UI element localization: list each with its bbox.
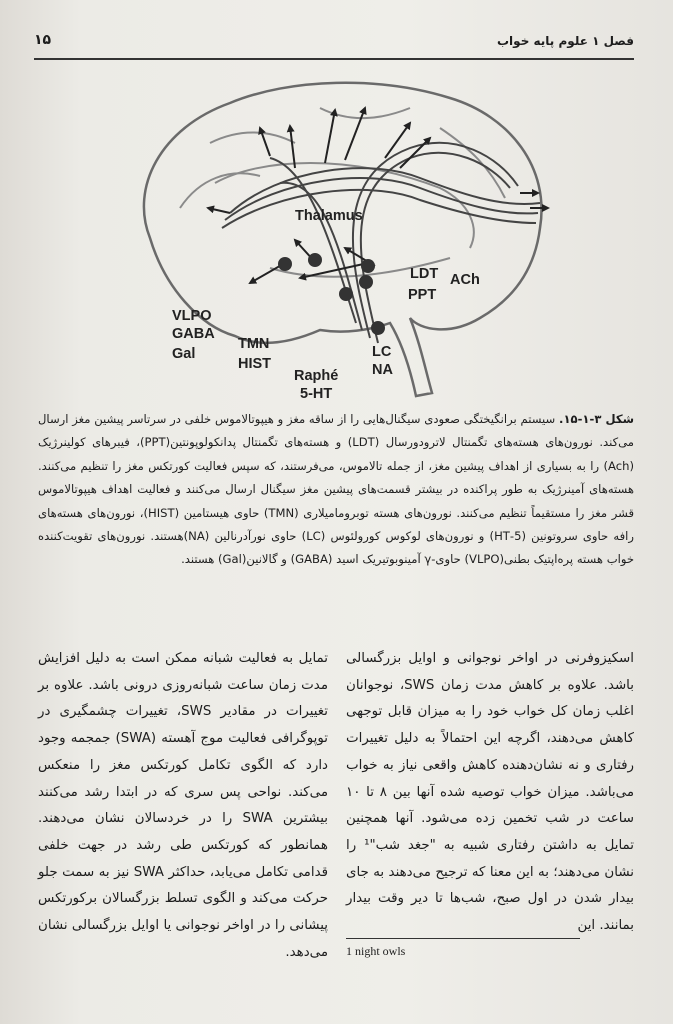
label-thalamus: Thalamus xyxy=(295,208,363,224)
label-gal: Gal xyxy=(172,346,196,362)
chapter-title: فصل ۱ علوم پایه خواب xyxy=(497,34,634,48)
caption-text: سیستم برانگیختگی صعودی سیگنال‌هایی را از ساقه مغز و هیپوتالاموس خلفی در سرتاسر پیشین مغز ارسال می‌کند. نورون‌های هسته‌های تگمنتال لاترودورسال (LDT) و هسته‌های تگمنتال پدانکولوپونتین(PPT)، فیبرهای کولینرژیک (Ach) را به بسیاری از اهداف پیشین مغز، از جمله تالاموس، می‌فرستند، که سپس فعالیت کورتکس مغز را تنظیم می‌کنند. هسته‌های آمینرژیک به طور پراکنده در بیشتر قسمت‌های پیشین مغز سیگنال ارسال می‌کنند و فعالیت اهداف هیپوتالاموس قشر مغز را مستقیماً تنظیم می‌کنند. نورون‌های هسته توبرومامیلاری (TMN) حاوی هیستامین (HIST)، نورون‌های هسته‌های رافه حاوی سروتونین (5-HT) و نورون‌های لوکوس کورولئوس (LC) حاوی نورآدرنالین (NA)هستند. نورون‌های تقویت‌کننده خواب هسته پره‌اپتیک بطنی(VLPO) حاوی-γ آمینوبوتیریک اسید (GABA) و گالانین(Gal) هستند. xyxy=(38,412,634,567)
label-lc: LC xyxy=(372,344,392,360)
ldt-dot xyxy=(361,259,375,273)
label-ppt: PPT xyxy=(408,287,437,303)
tmn-dot xyxy=(308,253,322,267)
footnote: 1 night owls xyxy=(346,944,406,958)
label-gaba: GABA xyxy=(172,326,215,342)
brain-outline xyxy=(144,83,542,396)
label-ldt: LDT xyxy=(410,266,439,282)
body-column-right: اسکیزوفرنی در اواخر نوجوانی و اوایل بزرگسالی باشد. علاوه بر کاهش مدت زمان SWS، نوجوانان اغلب زمان کل خواب خود را به میزان قابل توجهی کاهش می‌دهند، اگرچه این احتمالاً به دلیل تغییرات رفتاری و نه نشان‌دهنده کاهش واقعی نیاز به خواب می‌باشد. میزان خواب توصیه شده آنها بین ۸ تا ۱۰ ساعت در شب تخمین زده می‌شود. آنها همچنین تمایل به داشتن رفتاری شبیه به "جغد شب"¹ را نشان می‌دهند؛ به این معنا که ترجیح می‌دهند به جای بیدار شدن در اول صبح، شب‌ها تا دیر وقت بیدار بمانند. این xyxy=(346,651,634,934)
label-na: NA xyxy=(372,362,393,378)
figure-caption xyxy=(38,408,634,572)
page-header xyxy=(34,32,634,54)
label-hist: HIST xyxy=(238,356,272,372)
header-rule xyxy=(34,58,634,60)
brain-diagram xyxy=(120,68,560,398)
label-vlpo: VLPO xyxy=(172,308,212,324)
raphe-dot xyxy=(339,287,353,301)
label-raphe: Raphé xyxy=(294,368,339,384)
page-number: ۱۵ xyxy=(34,32,52,48)
vlpo-dot xyxy=(278,257,292,271)
ppt-dot xyxy=(359,275,373,289)
brain-figure xyxy=(120,68,560,398)
label-ach: ACh xyxy=(450,272,480,288)
footnote-rule xyxy=(346,938,580,939)
body-column-left: تمایل به فعالیت شبانه ممکن است به دلیل افزایش مدت زمان ساعت شبانه‌روزی درونی باشد. علاوه بر تغییرات در مقادیر SWS، تغییرات چشمگیری در توپوگرافی فعالیت موج آهسته (SWA) جمجمه وجود دارد که الگوی تکامل کورتکس مغز را منعکس می‌کند. نواحی پس سری که در ابتدا رشد می‌کنند بیشترین SWA را در خردسالان نشان می‌دهند. همانطور که کورتکس طی رشد در جهت خلفی قدامی تکامل می‌یابد، حداکثر SWA نیز به سمت جلو حرکت می‌کند و الگوی تسلط بزرگسالان برکورتکس پیشانی را در اواخر نوجوانی یا اوایل بزرگسالی نشان می‌دهد. xyxy=(38,651,329,960)
label-tmn: TMN xyxy=(238,336,270,352)
figure-number: شکل ۳-۱-۱۵. xyxy=(559,412,635,426)
lc-dot xyxy=(371,321,385,335)
label-5ht: 5-HT xyxy=(300,386,333,398)
